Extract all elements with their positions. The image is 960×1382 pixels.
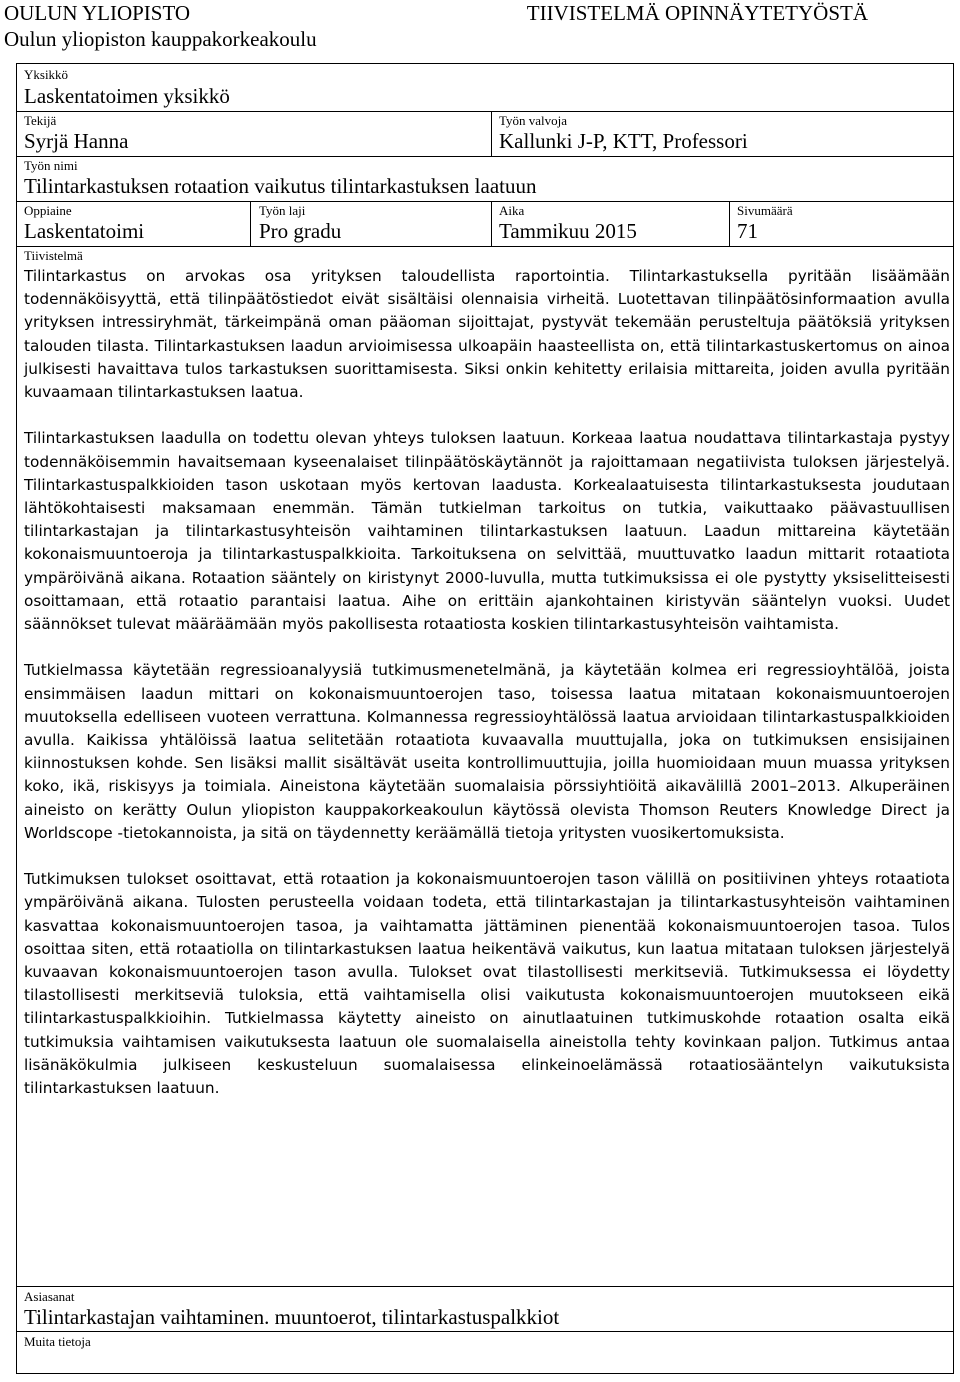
title-value: Tilintarkastuksen rotaation vaikutus tilintarkastuksen laatuun [24,174,537,198]
document-header-left [4,0,317,52]
unit-value: Laskentatoimen yksikkö [24,84,230,108]
page-count-label: Sivumäärä [737,203,793,218]
divider [17,201,953,202]
divider [17,246,953,247]
abstract-paragraph: Tilintarkastus on arvokas osa yrityksen taloudellista raportointia. Tilintarkastuksella pyritään lisäämään todennäköisyyttä, että tilinpäätöstiedot eivät sisältäisi olennaisia virheitä. Luotettavan tilinpäätösinformaation avulla yrityksen intressiryhmät, tärkeimpänä oman pääoman sijoittajat, pystyvät tekemään perusteltuja päätöksiä yrityksen talouden tilasta. Tilintarkastuksen laadun arvioimisessa ulkoapäin haasteellista on, että tilintarkastuskertomus on ainoa julkisesti havaittava tulos tarkastuksen suorittamisesta. Siksi onkin kehitetty erilaisia mittareita, joiden avulla pyritään kuvaamaan tilintarkastuksen laatua. [24,267,950,402]
divider [250,201,251,246]
divider [491,201,492,246]
divider [17,156,953,157]
supervisor-value: Kallunki J-P, KTT, Professori [499,129,748,153]
divider [729,201,730,246]
abstract-paragraph: Tutkimuksen tulokset osoittavat, että rotaation ja kokonaismuuntoerojen tason välillä on positiivinen yhteys rotaatiota ympäröivänä aikana. Tulosten perusteella voidaan todeta, että tilintarkastajan ja tilintarkastusyhteisön vaihtaminen kasvattaa kokonaismuuntoerojen tasoa, ja vaihtamatta jättäminen pienentää kokonaismuuntoerojen tasoa. Tulos osoittaa siten, että rotaatiolla on tilintarkastuksen laatua heikentävä vaikutus, kun laatua mitataan tuloksen järjestelyä kuvaavan kokonaismuuntoerojen tason avulla. Tulokset ovat tilastollisesti merkitseviä. Tutkimuksessa ei löydetty tilastollisesti merkitseviä tuloksia, että vaihtamisella olisi vaikutusta kokonaismuuntoerojen muutokseen eikä tilintarkastuspalkkioihin. Tutkielmassa käytetty aineisto on ainutlaatuinen tutkimuskohde rotaation osalta eikä tutkimuksia vaihtamisen vaikutuksesta laatuun ole suomalaisella aineistolla tehty kovinkaan paljon. Tutkimus antaa lisänäkökulmia julkiseen keskusteluun suomalaisessa elinkeinoelämässä rotaatiosääntelyn vaikutuksista tilintarkastuksen laatuun. [24,870,950,1098]
subject-label: Oppiaine [24,203,72,218]
author-value: Syrjä Hanna [24,129,129,153]
date-label: Aika [499,203,525,218]
page-count-value: 71 [737,219,758,243]
supervisor-label: Työn valvoja [499,113,568,128]
abstract-paragraph: Tilintarkastuksen laadulla on todettu olevan yhteys tuloksen laatuun. Korkeaa laatua noudattava tilintarkastaja pystyy todennäköisemmin havaitsemaan kyseenalaiset tilinpäätöskäytännöt ja rajoittamaan negatiivista tuloksen järjestelyä. Tilintarkastuspalkkioiden tason uskotaan myös kertovan laadusta. Korkealaatuisesta tilintarkastuksesta joudutaan lähtökohtaisesti maksamaan enemmän. Tämän tutkielman tarkoitus on tutkia, vaikuttaako päävastuullisen tilintarkastajan ja tilintarkastusyhteisön vaihtaminen tilintarkastuksen laatuun. Laadun mittareina käytetään kokonaismuuntoeroja ja tilintarkastuspalkkioita. Tarkoituksena on selvittää, muuttuvatko laadun mittarit rotaatiota ympäröivänä aikana. Rotaation sääntely on kiristynyt 2000-luvulla, mutta tutkimuksissa ei ole pystytty yksiselitteisesti osoittamaan, että rotaatio parantaisi laatua. Aihe on erittäin ajankohtainen kiristyvän sääntelyn vuoksi. Uudet säännökset tulevat määräämään myös pakollisesta rotaatiosta koskien tilintarkastusyhteisön vaihtamista. [24,429,950,634]
title-label: Työn nimi [24,158,78,173]
abstract-body [24,265,950,1123]
divider [17,111,953,112]
subject-value: Laskentatoimi [24,219,145,243]
author-label: Tekijä [24,113,57,128]
other-info-label: Muita tietoja [24,1334,91,1349]
abstract-paragraph: Tutkielmassa käytetään regressioanalyysiä tutkimusmenetelmänä, ja käytetään kolmea eri regressioyhtälöä, joista ensimmäisen laadun mittari on kokonaismuuntoerojen taso, toisessa laatua mitataan kokonaismuuntoerojen muutoksella edelliseen vuoteen verrattuna. Kolmannessa regressioyhtälössä laatua arvioidaan tilintarkastuspalkkioiden avulla. Kaikissa yhtälöissä laatua selitetään rotaatiota kuvaavalla muuttujalla, joka on tutkimuksen ensisijainen kiinnostuksen kohde. Sen lisäksi mallit sisältävät useita kontrollimuuttujia, joilla huomioidaan muun muassa yrityksen koko, ikä, riskisyys ja toimiala. Aineistona käytetään suomalaisia pörssiyhtiöitä aikavälillä 2001–2013. Alkuperäinen aineisto on kerätty Oulun yliopiston kauppakorkeakoulun käytössä olevista Thomson Reuters Knowledge Direct ja Worldscope -tietokannoista, ja sitä on täydennetty keräämällä tietoja yritysten vuosikertomuksista. [24,661,950,842]
work-type-label: Työn laji [259,203,306,218]
keywords-label: Asiasanat [24,1289,75,1304]
document-type: TIIVISTELMÄ OPINNÄYTETYÖSTÄ [526,1,868,25]
date-value: Tammikuu 2015 [499,219,637,243]
keywords-value: Tilintarkastajan vaihtaminen. muuntoerot, tilintarkastuspalkkiot [24,1305,560,1329]
divider [17,1331,953,1332]
university-name: OULUN YLIOPISTO [4,1,191,25]
abstract-label: Tiivistelmä [24,248,83,263]
work-type-value: Pro gradu [259,219,342,243]
unit-label: Yksikkö [24,67,69,82]
faculty-name: Oulun yliopiston kauppakorkeakoulu [4,27,317,51]
abstract-form [16,63,954,1374]
divider [17,1286,953,1287]
divider [491,111,492,156]
